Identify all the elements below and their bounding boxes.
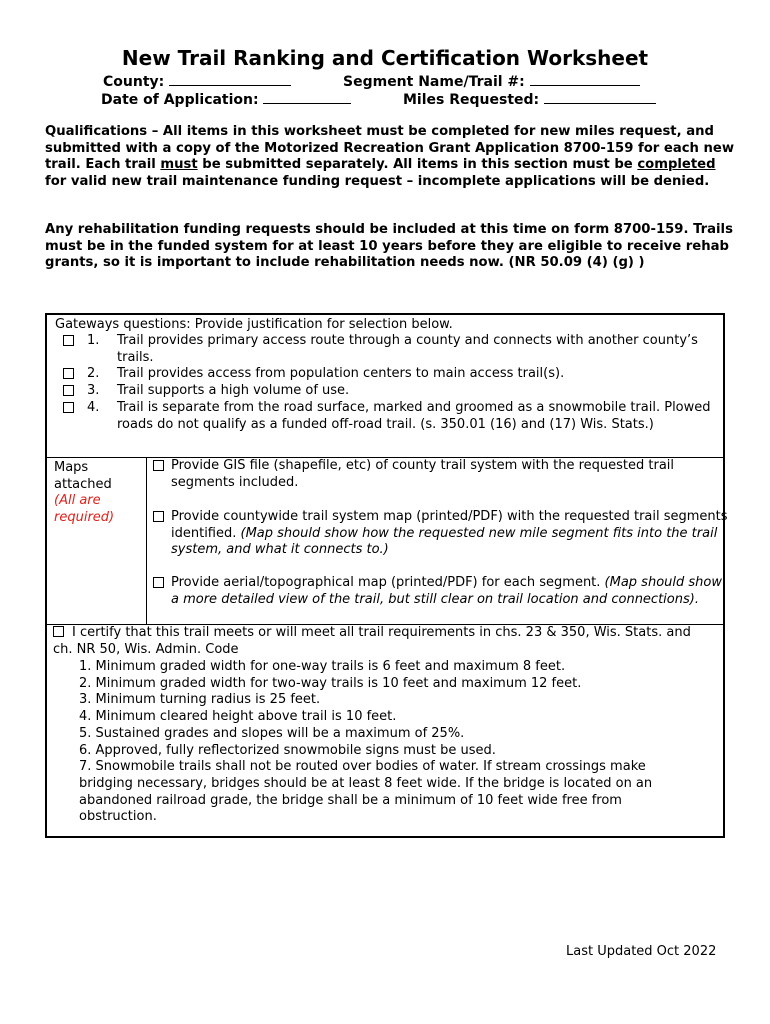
map-checkbox-gis[interactable] xyxy=(153,460,164,471)
list-item: 2. Minimum graded width for two-way trails is 10 feet and maximum 12 feet. xyxy=(79,675,582,691)
map-option-aerial: Provide aerial/topographical map (printed/PDF) for each segment. (Map should show a more detailed view of the trail, but still clear on trail location and connections). xyxy=(153,575,731,608)
segment-field xyxy=(343,72,640,90)
date-label: Date of Application: xyxy=(101,92,259,108)
qualifications-paragraph: Qualifications – All items in this worksheet must be completed for new miles request, and submitted with a copy of the Motorized Recreation Grant Application 8700-159 for each new trail. Each trail must be submitted separately. All items in this section must be completed for valid new trail maintenance funding request – incomplete applications will be denied. xyxy=(45,124,735,190)
gateway-checkbox-3[interactable] xyxy=(63,385,74,396)
date-field xyxy=(101,90,351,108)
miles-field xyxy=(403,90,656,108)
date-input[interactable] xyxy=(263,90,351,104)
segment-label: Segment Name/Trail #: xyxy=(343,74,525,90)
list-item: 3. Minimum turning radius is 25 feet. xyxy=(79,692,321,708)
requirements-list xyxy=(47,659,699,826)
list-item: 1. Minimum graded width for one-way trails is 6 feet and maximum 8 feet. xyxy=(79,659,566,674)
map-checkbox-countywide[interactable] xyxy=(153,511,164,522)
map-option-countywide: Provide countywide trail system map (printed/PDF) with the requested trail segments identified. (Map should show how the requested new mile segment fits into the trail system, and what it connects to.) xyxy=(153,509,731,559)
county-label: County: xyxy=(103,74,165,90)
county-input[interactable] xyxy=(169,72,291,86)
last-updated: Last Updated Oct 2022 xyxy=(566,944,717,959)
miles-label: Miles Requested: xyxy=(403,92,540,108)
gateways-intro: Gateways questions: Provide justification for selection below. xyxy=(55,317,453,332)
gateway-checkbox-2[interactable] xyxy=(63,368,74,379)
certification-statement: I certify that this trail meets or will meet all trail requirements in chs. 23 & 350, Wis. Stats. and ch. NR 50, Wis. Admin. Code xyxy=(53,625,691,657)
worksheet-table xyxy=(45,313,728,838)
list-item: 5. Sustained grades and slopes will be a maximum of 25%. xyxy=(79,725,465,741)
segment-input[interactable] xyxy=(530,72,640,86)
gateway-checkbox-1[interactable] xyxy=(63,335,74,346)
gateway-item: 1. Trail provides primary access route through a county and connects with another county’s trails. xyxy=(63,333,713,366)
maps-label: Maps attached (All are required) xyxy=(54,460,142,527)
page-title: New Trail Ranking and Certification Worksheet xyxy=(121,46,649,70)
maps-required-note: (All are required) xyxy=(54,493,115,526)
maps-section xyxy=(47,458,728,625)
gateways-list xyxy=(63,333,713,433)
column-divider xyxy=(146,458,147,624)
gateway-item: 3. Trail supports a high volume of use. xyxy=(63,383,713,400)
map-option-gis: Provide GIS file (shapefile, etc) of county trail system with the requested trail segments included. xyxy=(153,458,731,491)
list-item: 6. Approved, fully reflectorized snowmobile signs must be used. xyxy=(79,742,496,758)
gateway-item: 4. Trail is separate from the road surface, marked and groomed as a snowmobile trail. Plowed roads do not qualify as a funded off-road trail. (s. 350.01 (16) and (17) Wis. Stats.) xyxy=(63,400,713,433)
county-field xyxy=(103,72,291,90)
gateway-checkbox-4[interactable] xyxy=(63,402,74,413)
miles-input[interactable] xyxy=(544,90,656,104)
gateways-section xyxy=(47,315,723,458)
rehab-paragraph: Any rehabilitation funding requests should be included at this time on form 8700-159. Trails must be in the funded system for at least 10 years before they are eligible to receive rehab grants, so it is important to include rehabilitation needs now. (NR 50.09 (4) (g) ) xyxy=(45,222,733,271)
map-checkbox-aerial[interactable] xyxy=(153,577,164,588)
list-item: 4. Minimum cleared height above trail is 10 feet. xyxy=(79,709,397,725)
certify-checkbox[interactable] xyxy=(53,626,64,637)
list-item: 7. Snowmobile trails shall not be routed over bodies of water. If stream crossings make bridging necessary, bridges should be at least 8 feet wide. If the bridge is located on an abandoned railroad grade, the bridge shall be a minimum of 10 feet wide free from obstruction. xyxy=(79,759,653,825)
gateway-item: 2. Trail provides access from population centers to main access trail(s). xyxy=(63,366,713,383)
